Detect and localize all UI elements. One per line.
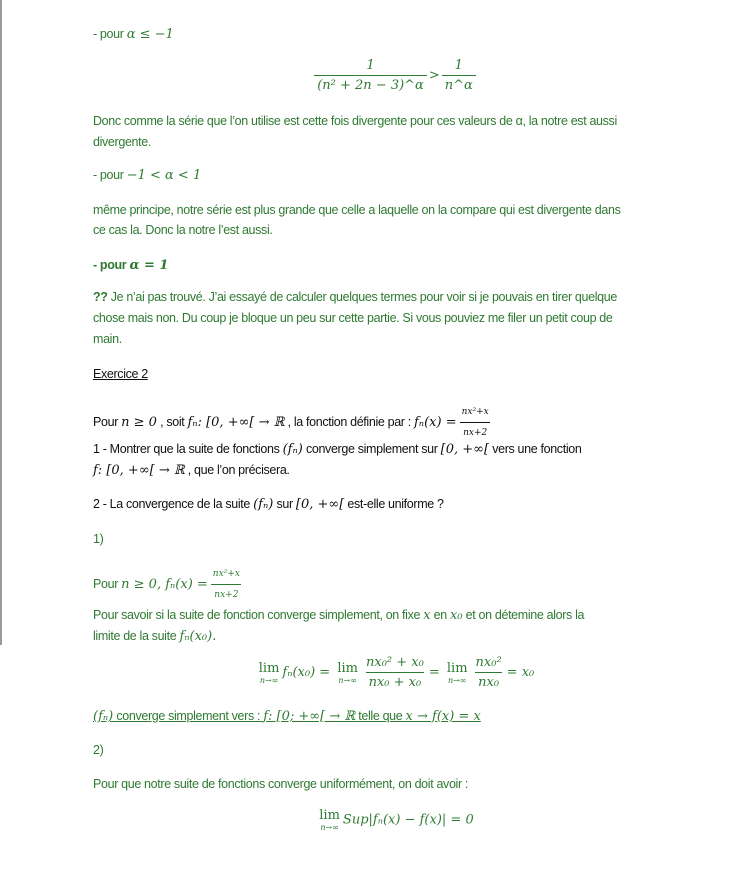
answer-1-label: 1) bbox=[93, 532, 104, 546]
denominator: nx+2 bbox=[460, 422, 490, 441]
text: converge simplement sur bbox=[302, 442, 441, 456]
operator: > bbox=[428, 67, 440, 83]
math: fₙ(x₀). bbox=[179, 629, 217, 644]
answer-definition bbox=[93, 566, 245, 603]
paragraph-line bbox=[93, 607, 584, 624]
math: (fₙ) bbox=[282, 442, 303, 457]
label: - pour bbox=[93, 258, 127, 272]
numerator: nx²+x bbox=[212, 569, 240, 579]
fraction bbox=[459, 404, 492, 441]
math: f: [0, +∞[ → ℝ bbox=[93, 463, 185, 478]
text: , la fonction définie par : bbox=[284, 414, 414, 429]
exercise-definition bbox=[93, 404, 494, 441]
text: vers une fonction bbox=[489, 442, 582, 456]
math: x₀ bbox=[450, 608, 463, 623]
text: est-elle uniforme ? bbox=[344, 497, 444, 511]
text: , que l’on précisera. bbox=[184, 463, 290, 477]
sup-equation bbox=[0, 808, 754, 832]
text: telle que bbox=[355, 709, 406, 723]
math: fₙ(x) = bbox=[414, 414, 457, 430]
lim-sub: n→∞ bbox=[320, 823, 339, 832]
text: Je n’ai pas trouvé. J’ai essayé de calculer quelques termes pour voir si je pouvais en tirer quelque bbox=[107, 290, 617, 304]
math: (fₙ) bbox=[253, 497, 274, 512]
lim-operator bbox=[319, 808, 340, 832]
numerator: 1 bbox=[454, 58, 463, 73]
paragraph-line: Pour que notre suite de fonctions converge uniformément, on doit avoir : bbox=[93, 777, 469, 791]
math: [0, +∞[ bbox=[440, 442, 490, 457]
answer-2-label: 2) bbox=[93, 743, 104, 757]
denominator: nx+2 bbox=[211, 584, 241, 603]
paragraph-line bbox=[93, 289, 617, 305]
fraction bbox=[473, 655, 505, 690]
convergence-conclusion bbox=[93, 708, 481, 725]
lim: lim bbox=[319, 808, 340, 823]
text: 1 - Montrer que la suite de fonctions bbox=[93, 442, 283, 456]
text: 2 - La convergence de la suite bbox=[93, 497, 254, 511]
fraction-left bbox=[314, 58, 427, 93]
denominator: nx₀ bbox=[475, 672, 502, 690]
paragraph-line: Donc comme la série que l’on utilise est cette fois divergente pour ces valeurs de α, la notre est aussi bbox=[93, 114, 617, 128]
case-alpha-le-minus-1 bbox=[93, 26, 174, 43]
label: - pour bbox=[93, 168, 124, 182]
numerator: nx₀² + x₀ bbox=[366, 655, 424, 670]
limit-equation bbox=[0, 655, 754, 690]
text: , soit bbox=[156, 414, 188, 429]
text: Pour bbox=[93, 414, 122, 429]
math: f: [0; +∞[ → ℝ bbox=[263, 709, 356, 724]
lim-sub: n→∞ bbox=[259, 675, 279, 685]
question-1-line bbox=[93, 462, 290, 479]
lim: lim bbox=[337, 660, 358, 676]
question-1-line bbox=[93, 441, 581, 458]
paragraph-line: main. bbox=[93, 332, 122, 346]
math: x → f(x) = x bbox=[405, 709, 481, 724]
denominator: (n² + 2n − 3)^α bbox=[314, 75, 427, 93]
math: fₙ: [0, +∞[ → ℝ bbox=[187, 414, 285, 430]
result: = x₀ bbox=[506, 665, 535, 680]
lim: lim bbox=[446, 660, 468, 676]
numerator: nx₀² bbox=[475, 655, 502, 670]
fraction bbox=[210, 566, 243, 603]
question-marks: ?? bbox=[93, 290, 108, 304]
label: - pour bbox=[93, 27, 124, 41]
lim-sub: n→∞ bbox=[338, 675, 357, 685]
math: n ≥ 0, fₙ(x) = bbox=[121, 576, 208, 592]
fraction bbox=[363, 655, 427, 690]
sup-expression: Sup|fₙ(x) − f(x)| = 0 bbox=[342, 812, 474, 828]
lhs: fₙ(x₀) = bbox=[282, 665, 331, 680]
text: Pour savoir si la suite de fonction converge simplement, on fixe bbox=[93, 608, 424, 622]
denominator: nx₀ + x₀ bbox=[366, 672, 425, 690]
numerator: nx²+x bbox=[461, 407, 489, 417]
paragraph-line: chose mais non. Du coup je bloque un peu sur cette partie. Si vous pouviez me filer un petit coup de bbox=[93, 311, 613, 325]
question-2-line bbox=[93, 496, 444, 513]
paragraph-line: ce cas la. Donc la notre l’est aussi. bbox=[93, 223, 273, 237]
numerator: 1 bbox=[366, 58, 375, 73]
math: (fₙ) bbox=[93, 709, 114, 724]
text: limite de la suite bbox=[93, 629, 180, 643]
case-alpha-eq-1 bbox=[93, 257, 168, 274]
text: converge simplement vers : bbox=[113, 709, 264, 723]
case-alpha-between bbox=[93, 167, 201, 184]
text: en bbox=[430, 608, 451, 622]
math: α = 1 bbox=[129, 258, 169, 273]
math: [0, +∞[ bbox=[295, 497, 345, 512]
math: −1 < α < 1 bbox=[126, 168, 202, 183]
paragraph-line bbox=[93, 628, 216, 645]
lim-sub: n→∞ bbox=[447, 675, 467, 685]
math: n ≥ 0 bbox=[121, 414, 157, 430]
lim-operator bbox=[337, 661, 358, 685]
paragraph-line: même principe, notre série est plus grande que celle a laquelle on la compare qui est divergente dans bbox=[93, 203, 621, 217]
inequality-equation bbox=[0, 58, 754, 93]
math: α ≤ −1 bbox=[126, 27, 174, 42]
lim-operator bbox=[259, 661, 280, 685]
denominator: n^α bbox=[442, 75, 476, 93]
paragraph-line: divergente. bbox=[93, 135, 151, 149]
fraction-right bbox=[442, 58, 476, 93]
text: Pour bbox=[93, 576, 122, 591]
text: sur bbox=[273, 497, 296, 511]
equals: = bbox=[428, 665, 440, 680]
page-left-border bbox=[0, 0, 2, 645]
math: x bbox=[423, 608, 431, 623]
exercise-title: Exercice 2 bbox=[93, 367, 148, 381]
text: et on détemine alors la bbox=[462, 608, 585, 622]
lim: lim bbox=[258, 660, 280, 676]
lim-operator bbox=[447, 661, 468, 685]
